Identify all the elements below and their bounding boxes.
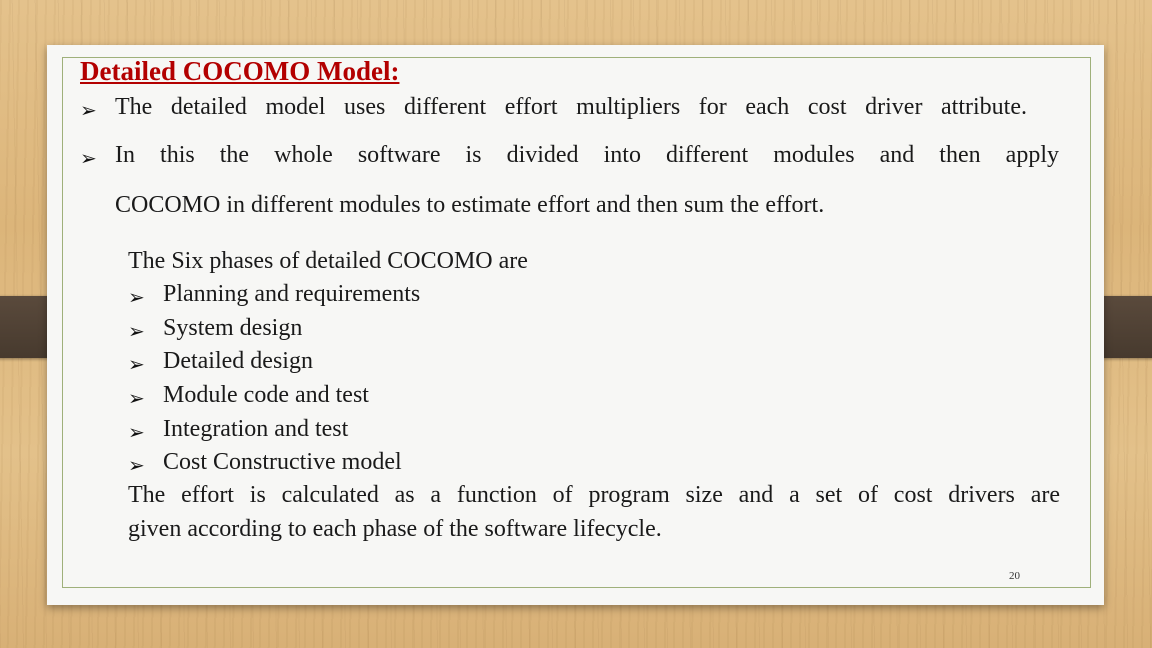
phase-item: System design: [163, 315, 303, 341]
arrow-bullet-icon: ➢: [80, 146, 97, 170]
page-number: 20: [1009, 570, 1020, 582]
arrow-bullet-icon: ➢: [128, 386, 145, 410]
arrow-bullet-icon: ➢: [128, 453, 145, 477]
conclusion-text: The effort is calculated as a function of program size and a set of cost drivers are: [128, 482, 1060, 508]
phase-item: Cost Constructive model: [163, 449, 402, 475]
arrow-bullet-icon: ➢: [128, 319, 145, 343]
conclusion-text-continued: given according to each phase of the software lifecycle.: [128, 516, 662, 542]
arrow-bullet-icon: ➢: [128, 285, 145, 309]
arrow-bullet-icon: ➢: [128, 352, 145, 376]
slide-title: Detailed COCOMO Model:: [80, 56, 400, 86]
phase-item: Integration and test: [163, 416, 349, 442]
phases-heading: The Six phases of detailed COCOMO are: [128, 248, 528, 274]
phase-item: Planning and requirements: [163, 281, 421, 307]
arrow-bullet-icon: ➢: [128, 420, 145, 444]
phase-item: Detailed design: [163, 348, 313, 374]
bullet-text: The detailed model uses different effort multipliers for each cost driver attribute.: [115, 94, 1027, 120]
arrow-bullet-icon: ➢: [80, 98, 97, 122]
bullet-text: In this the whole software is divided into different modules and then apply: [115, 142, 1059, 168]
phase-item: Module code and test: [163, 382, 369, 408]
bullet-text-continued: COCOMO in different modules to estimate effort and then sum the effort.: [115, 192, 825, 218]
